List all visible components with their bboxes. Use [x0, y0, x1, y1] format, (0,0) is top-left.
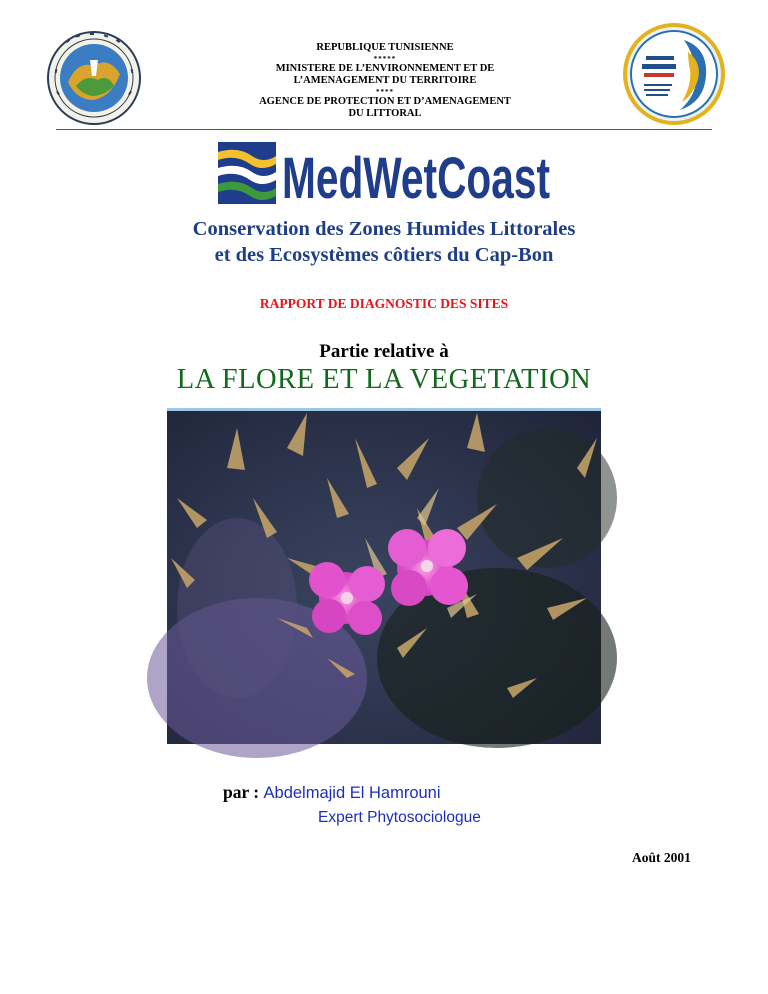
ministry-seal-logo [46, 30, 142, 126]
header-agency: AGENCE DE PROTECTION ET D’AMENAGEMENT [259, 95, 511, 107]
header-ministry-2: L’AMENAGEMENT DU TERRITOIRE [293, 75, 477, 86]
header-divider [56, 129, 712, 130]
author-prefix: par : [223, 782, 260, 802]
medwetcoast-logo [218, 142, 553, 211]
brand-wordmark: MedWetCoast [282, 146, 550, 211]
header-stars-1: ***** [373, 54, 397, 63]
header-institution [200, 42, 570, 121]
project-title-line1: Conservation des Zones Humides Littorales [192, 218, 576, 240]
main-title: LA FLORE ET LA VEGETATION [176, 364, 592, 395]
project-title [0, 216, 768, 268]
author-name: Abdelmajid El Hamrouni [263, 784, 441, 802]
project-title-line2: et des Ecosystèmes côtiers du Cap-Bon [214, 244, 554, 266]
report-type: RAPPORT DE DIAGNOSTIC DES SITES [259, 296, 509, 311]
header-agency-2: DU LITTORAL [348, 108, 422, 119]
author-line [223, 782, 441, 803]
header-ministry: MINISTERE DE L’ENVIRONNEMENT ET DE [275, 62, 495, 74]
header-stars-2: **** [376, 87, 394, 96]
flower-photo [167, 408, 601, 744]
header-republic: REPUBLIQUE TUNISIENNE [316, 42, 454, 53]
subtitle: Partie relative à [319, 341, 449, 362]
report-date: Août 2001 [632, 850, 691, 865]
apal-logo [622, 22, 726, 126]
author-role: Expert Phytosociologue [318, 809, 481, 826]
